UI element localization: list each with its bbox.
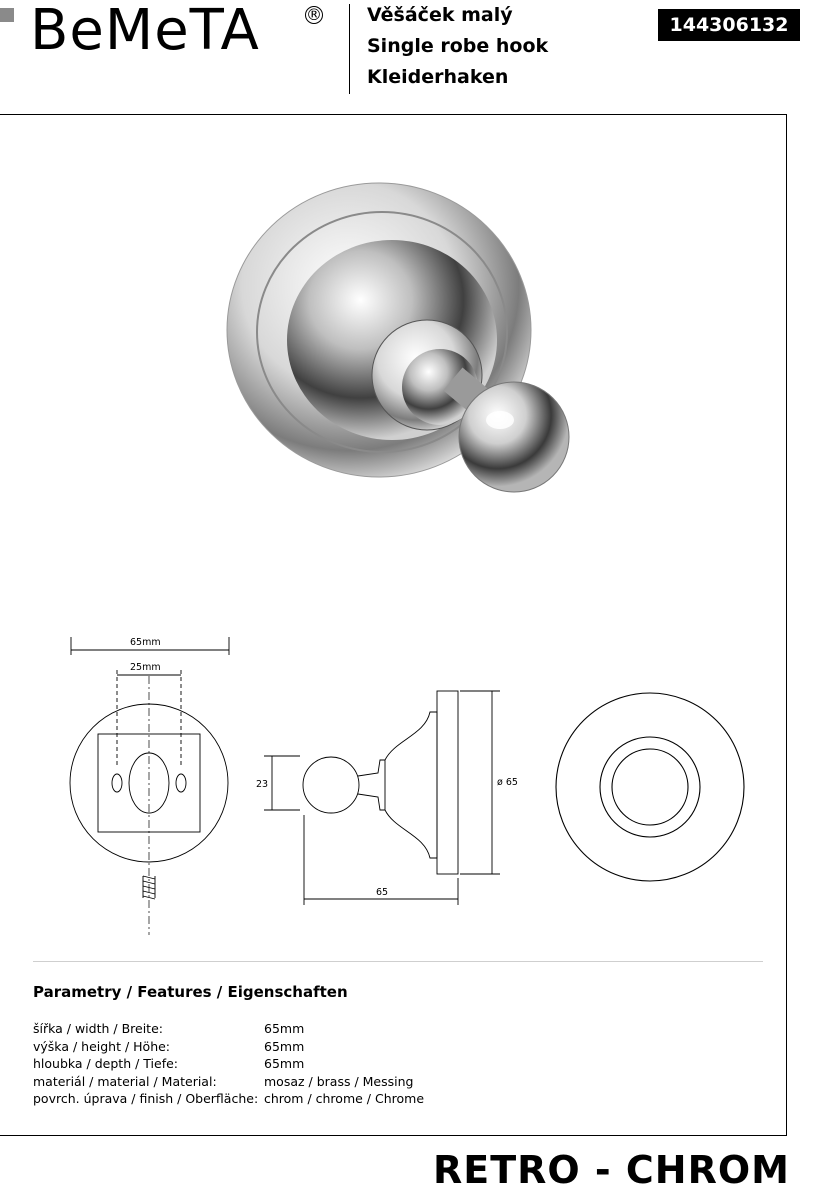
feature-value: chrom / chrome / Chrome [264,1091,425,1106]
knob [303,757,359,813]
section-divider [33,961,763,962]
feature-row [33,1073,424,1091]
feature-value: mosaz / brass / Messing [264,1073,414,1089]
feature-label: materiál / material / Material: [33,1073,217,1089]
feature-value: 65mm [264,1038,305,1054]
inner-ring [612,749,688,825]
title-de: Kleiderhaken [367,66,509,88]
dim-depth-label: 65 [376,887,389,898]
brand-logo [30,0,322,63]
rosette [385,712,437,858]
header-divider [349,4,350,94]
dim-holes-label: 25mm [130,662,161,673]
product-code: 144306132 [658,9,800,41]
features-title: Parametry / Features / Eigenschaften [33,983,348,1001]
features-table [33,1020,424,1108]
feature-row [33,1090,424,1108]
stem [358,760,385,810]
feature-row [33,1038,424,1056]
outer-ring [556,693,744,881]
registered-mark: ® [306,5,322,24]
front-view [556,693,744,881]
side-view [264,691,500,905]
mounting-view [70,637,229,935]
dim-width-label: 65mm [130,637,161,648]
screw-hole-left [112,774,122,792]
back-plate [437,691,458,874]
feature-row [33,1055,424,1073]
product-titles [367,0,548,93]
feature-label: šířka / width / Breite: [33,1021,163,1036]
screw-hole-right [176,774,186,792]
title-en: Single robe hook [367,35,549,57]
product-image [222,175,582,515]
technical-drawing [0,600,827,960]
brand-name: BeMeTA [30,0,260,63]
feature-value: 65mm [264,1021,305,1036]
feature-label: výška / height / Höhe: [33,1038,171,1054]
dim-diameter-label: ø 65 [497,777,518,788]
feature-label: povrch. úprava / finish / Oberfläche: [33,1091,259,1106]
collection-name: RETRO - CHROM [432,1148,790,1192]
middle-ring [600,737,700,837]
feature-value: 65mm [264,1056,305,1071]
logo-mark [0,8,14,22]
title-cz: Věšáček malý [367,4,513,26]
feature-label: hloubka / depth / Tiefe: [33,1056,178,1071]
dim-knob-label: 23 [256,779,269,790]
feature-row [33,1020,424,1038]
